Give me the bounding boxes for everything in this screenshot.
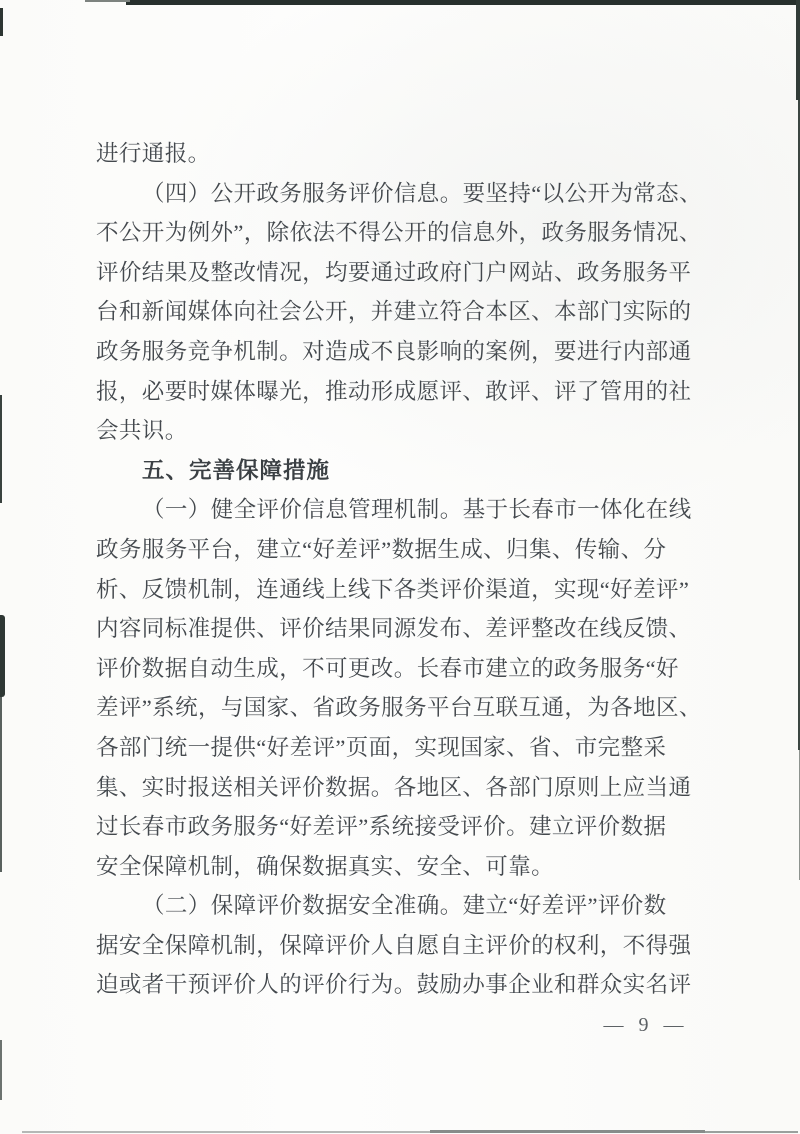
section-heading: 五、完善保障措施 [142, 457, 331, 483]
document-body [96, 134, 716, 1005]
text-line: 台和新闻媒体向社会公开，并建立符合本区、本部门实际的 [96, 299, 692, 325]
text-line: （四）公开政务服务评价信息。要坚持“以公开为常态、 [142, 180, 702, 206]
scan-artifact-left-edge-1 [0, 395, 2, 503]
scan-artifact-right-edge-1 [796, 0, 800, 100]
text-line: 会共识。 [96, 418, 188, 444]
scan-artifact-bottom-edge-2 [430, 1130, 705, 1133]
text-line: 进行通报。 [96, 141, 211, 166]
text-line: 政务服务平台，建立“好差评”数据生成、归集、传输、分 [96, 536, 667, 562]
scan-artifact-top-edge [126, 0, 800, 5]
text-line: 过长春市政务服务“好差评”系统接受评价。建立评价数据 [96, 814, 667, 840]
scan-artifact-topleft [0, 8, 3, 36]
text-line: 集、实时报送相关评价数据。各地区、各部门原则上应当通 [96, 774, 692, 800]
scan-artifact-left-edge-2 [0, 615, 5, 697]
text-line: 评价数据自动生成，不可更改。长春市建立的政务服务“好 [96, 655, 679, 681]
scan-artifact-bottom-edge-3 [705, 1131, 798, 1133]
text-line: 报，必要时媒体曝光，推动形成愿评、敢评、评了管用的社 [96, 378, 692, 404]
text-line: 析、反馈机制，连通线上线下各类评价渠道，实现“好差评” [96, 576, 690, 602]
scan-artifact-left-edge-4 [0, 1040, 2, 1100]
text-line: 迫或者干预评价人的评价行为。鼓励办事企业和群众实名评 [96, 972, 692, 998]
text-line: （一）健全评价信息管理机制。基于长春市一体化在线 [142, 497, 692, 523]
text-line: 内容同标准提供、评价结果同源发布、差评整改在线反馈、 [96, 616, 692, 642]
scan-artifact-left-edge-3 [0, 697, 2, 872]
text-line: 据安全保障机制，保障评价人自愿自主评价的权利，不得强 [96, 932, 692, 958]
text-line: 各部门统一提供“好差评”页面，实现国家、省、市完整采 [96, 734, 667, 760]
text-line: （二）保障评价数据安全准确。建立“好差评”评价数 [142, 893, 667, 919]
text-line: 安全保障机制，确保数据真实、安全、可靠。 [96, 853, 555, 879]
text-line: 差评”系统，与国家、省政务服务平台互联互通，为各地区、 [96, 695, 702, 721]
page-number: — 9 — [603, 1014, 689, 1036]
text-line: 政务服务竞争机制。对造成不良影响的案例，要进行内部通 [96, 338, 692, 364]
text-line: 评价结果及整改情况，均要通过政府门户网站、政务服务平 [96, 259, 692, 285]
text-line: 不公开为例外”，除依法不得公开的信息外，政务服务情况、 [96, 220, 702, 246]
scan-artifact-top-edge-lead [85, 0, 130, 2]
scan-artifact-bottom-edge-1 [22, 1131, 798, 1133]
